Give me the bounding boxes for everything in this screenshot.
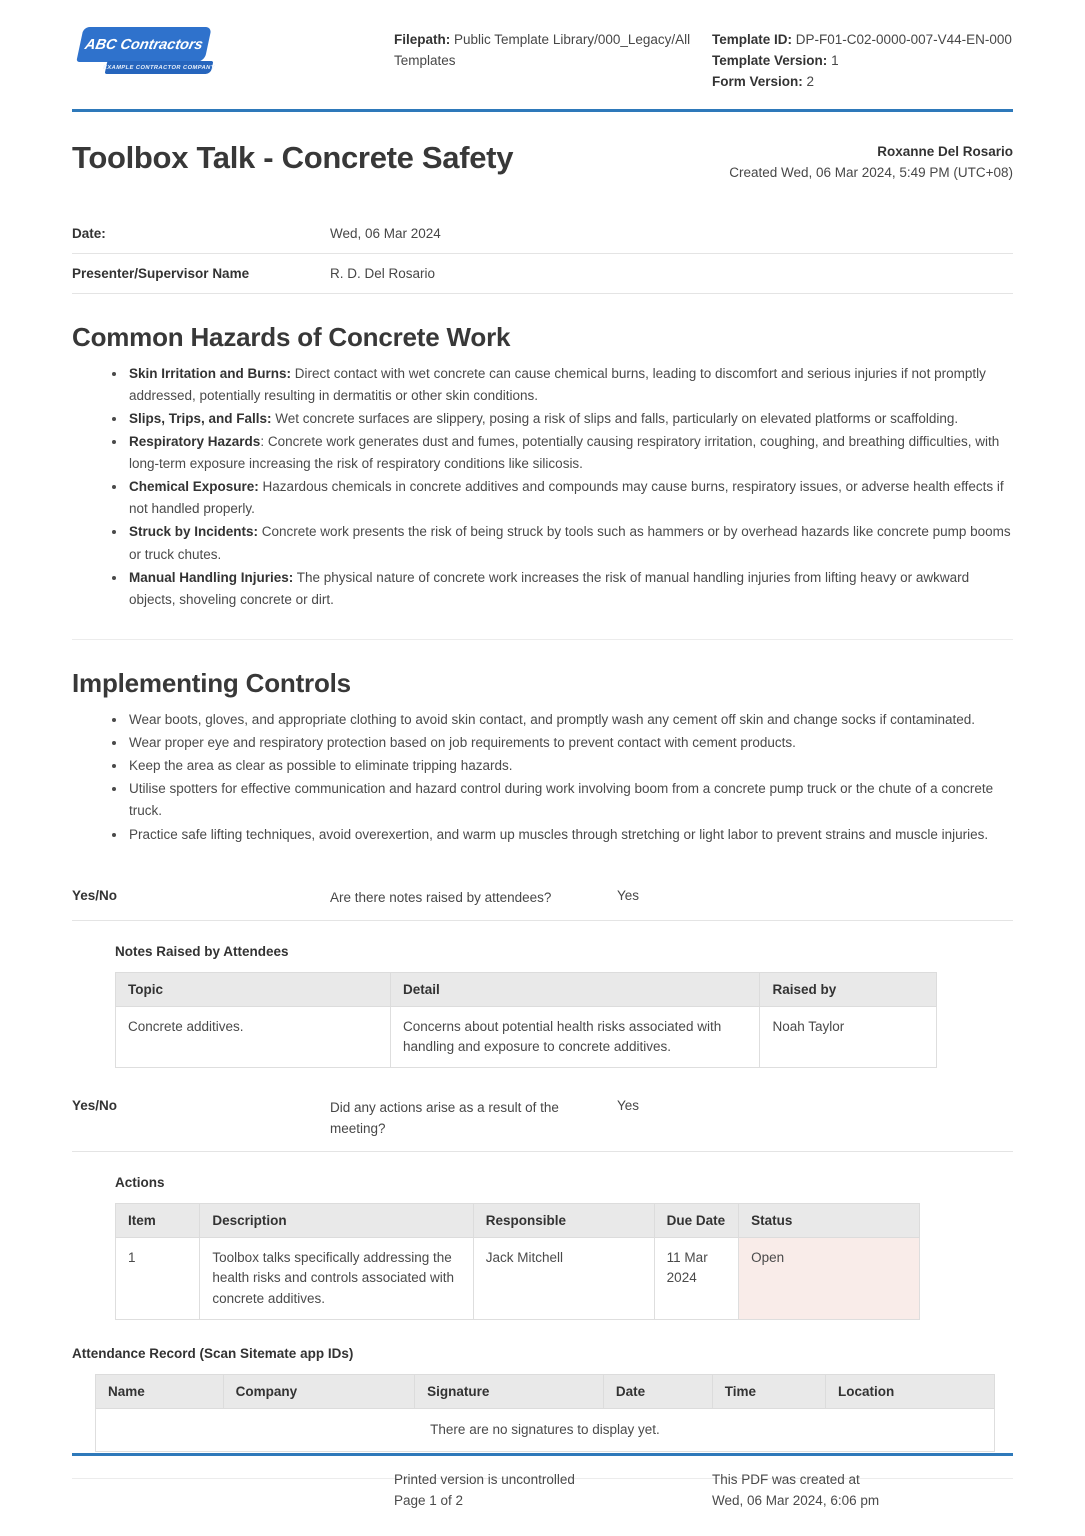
action-item-cell: 1 — [116, 1238, 200, 1320]
action-due-date-cell: 11 Mar 2024 — [654, 1238, 738, 1320]
hazard-text: The physical nature of concrete work increases the risk of manual handling injuries from lifting heavy or awkward objects, shoveling concrete or dirt. — [129, 569, 970, 607]
date-label: Date: — [72, 225, 106, 241]
action-description-cell: Toolbox talks specifically addressing the health risks and controls associated with concrete additives. — [200, 1238, 473, 1320]
hazard-lead: Skin Irritation and Burns: — [129, 365, 292, 381]
notes-header-row — [116, 972, 937, 1006]
attendance-empty-row — [96, 1408, 995, 1451]
template-version-row — [712, 51, 1013, 72]
hazard-item — [127, 567, 1013, 611]
hazard-lead: Respiratory Hazards — [129, 433, 261, 449]
hazard-text: Hazardous chemicals in concrete additives and compounds may cause burns, respiratory issues, or adverse health effects if not handled properly. — [129, 479, 1004, 517]
form-version-value: 2 — [806, 73, 815, 89]
hazard-lead: Chemical Exposure: — [129, 479, 259, 495]
presenter-label: Presenter/Supervisor Name — [72, 265, 250, 281]
page-number: Page 1 of 2 — [394, 1493, 464, 1509]
byline — [729, 140, 1013, 184]
control-item: • Keep the area as clear as possible to eliminate tripping hazards. — [127, 755, 1013, 777]
template-id-label: Template ID: — [712, 32, 793, 47]
form-version-row — [712, 72, 1013, 93]
control-item: • Wear proper eye and respiratory protection based on job requirements to prevent contact with cement products. — [127, 732, 1013, 754]
detail-row-date — [72, 214, 1013, 254]
logo-text: ABC Contractors — [83, 36, 205, 53]
hazard-item — [127, 363, 1013, 407]
attendance-col-signature: Signature — [415, 1374, 604, 1408]
logo-banner — [76, 27, 211, 62]
control-item: • Practice safe lifting techniques, avoid overexertion, and warm up muscles through stretching or light labor to prevent strains and muscle injuries. — [127, 824, 1013, 846]
hazard-item — [127, 431, 1013, 475]
notes-detail-cell: Concerns about potential health risks associated with handling and exposure to concrete additives. — [391, 1006, 760, 1068]
hazard-item — [127, 476, 1013, 520]
question-text: Did any actions arise as a result of the meeting? — [330, 1100, 559, 1137]
header-divider — [72, 109, 1013, 112]
notes-col-topic: Topic — [116, 972, 391, 1006]
uncontrolled-note: Printed version is uncontrolled — [394, 1471, 575, 1487]
actions-header-row — [116, 1204, 920, 1238]
presenter-value: R. D. Del Rosario — [330, 265, 436, 281]
hazard-text: : Concrete work generates dust and fumes, potentially causing respiratory irritation, coughing, and breathing difficulties, with long-term exposure increasing the risk of respiratory conditions like silicosis. — [129, 433, 1000, 472]
logo-wrap — [72, 26, 394, 80]
notes-table — [115, 972, 937, 1069]
created-timestamp: Created Wed, 06 Mar 2024, 5:49 PM (UTC+08) — [729, 164, 1013, 180]
attendance-col-location: Location — [825, 1374, 994, 1408]
template-id-value: DP-F01-C02-0000-007-V44-EN-000 — [795, 32, 1012, 47]
attendance-empty-message: There are no signatures to display yet. — [96, 1408, 995, 1451]
template-id-row — [712, 30, 1013, 51]
notes-col-raised-by: Raised by — [760, 972, 937, 1006]
actions-section — [115, 1175, 1013, 1320]
page-header — [72, 26, 1013, 93]
question-row-notes — [72, 876, 1013, 921]
section-divider — [72, 639, 1013, 640]
control-item: • Wear boots, gloves, and appropriate clothing to avoid skin contact, and promptly wash any cement off skin and change socks if contaminated. — [127, 709, 1013, 731]
answer-value: Yes — [617, 1098, 640, 1114]
controls-heading: Implementing Controls — [72, 667, 351, 698]
actions-col-responsible: Responsible — [473, 1204, 654, 1238]
template-version-label: Template Version: — [712, 52, 828, 68]
logo-subtext: EXAMPLE CONTRACTOR COMPANY — [102, 64, 216, 71]
details-section — [72, 214, 1013, 294]
actions-col-description: Description — [200, 1204, 473, 1238]
actions-col-due-date: Due Date — [654, 1204, 738, 1238]
author-name: Roxanne Del Rosario — [877, 143, 1013, 159]
notes-row — [116, 1006, 937, 1068]
hazard-lead: Manual Handling Injuries: — [129, 569, 294, 585]
footer-divider — [72, 1453, 1013, 1456]
logo-sub-banner — [102, 61, 216, 74]
hazard-text: Wet concrete surfaces are slippery, posing a risk of slips and falls, particularly on elevated platforms or scaffolding. — [271, 410, 959, 426]
attendance-title: Attendance Record (Scan Sitemate app IDs) — [72, 1345, 354, 1361]
template-version-value: 1 — [831, 52, 839, 68]
footer-left — [394, 1469, 712, 1512]
question-text: Are there notes raised by attendees? — [330, 889, 552, 905]
hazard-text: Direct contact with wet concrete can cause chemical burns, leading to discomfort and serious injuries if not promptly addressed, potentially resulting in dermatitis or other skin conditions. — [129, 365, 986, 403]
hazard-item — [127, 521, 1013, 565]
hazard-item — [127, 408, 1013, 430]
notes-topic-cell: Concrete additives. — [116, 1006, 391, 1068]
actions-row — [116, 1238, 920, 1320]
action-responsible-cell: Jack Mitchell — [473, 1238, 654, 1320]
attendance-table — [95, 1374, 995, 1452]
pdf-created-timestamp: Wed, 06 Mar 2024, 6:06 pm — [712, 1493, 880, 1509]
hazard-text: Concrete work presents the risk of being struck by tools such as hammers or by overhead hazards like concrete pump booms or truck chutes. — [129, 524, 1011, 562]
yesno-label: Yes/No — [72, 887, 118, 903]
notes-raised-by-cell: Noah Taylor — [760, 1006, 937, 1068]
answer-value: Yes — [617, 887, 640, 903]
page-footer — [72, 1453, 1013, 1512]
attendance-col-time: Time — [712, 1374, 825, 1408]
footer-columns — [72, 1469, 1013, 1512]
notes-table-title: Notes Raised by Attendees — [115, 943, 289, 959]
hazard-lead: Struck by Incidents: — [129, 524, 259, 540]
hazards-list — [72, 363, 1013, 611]
title-row — [72, 140, 1013, 184]
filepath-label: Filepath: — [394, 32, 451, 47]
filepath-value: Public Template Library/000_Legacy/All Templates — [394, 32, 691, 68]
filepath-block — [394, 26, 712, 72]
controls-list — [72, 709, 1013, 846]
notes-col-detail: Detail — [391, 972, 760, 1006]
action-status-cell: Open — [739, 1238, 920, 1320]
footer-right — [712, 1469, 1013, 1512]
attendance-col-company: Company — [223, 1374, 414, 1408]
footer-spacer — [72, 1469, 394, 1512]
notes-section — [115, 944, 1013, 1069]
actions-table — [115, 1203, 920, 1320]
hazard-lead: Slips, Trips, and Falls: — [129, 410, 272, 426]
actions-col-item: Item — [116, 1204, 200, 1238]
control-item: • Utilise spotters for effective communication and hazard control during work involving boom from a concrete pump truck or the chute of a concrete truck. — [127, 778, 1013, 822]
page-title: Toolbox Talk - Concrete Safety — [72, 139, 514, 175]
company-logo — [72, 26, 232, 80]
template-meta-block — [712, 26, 1013, 93]
question-row-actions — [72, 1086, 1013, 1152]
detail-row-presenter — [72, 254, 1013, 294]
attendance-col-name: Name — [96, 1374, 224, 1408]
attendance-col-date: Date — [603, 1374, 712, 1408]
attendance-header-row — [96, 1374, 995, 1408]
hazards-heading: Common Hazards of Concrete Work — [72, 321, 511, 352]
date-value: Wed, 06 Mar 2024 — [330, 225, 441, 241]
form-version-label: Form Version: — [712, 73, 803, 89]
pdf-created-label: This PDF was created at — [712, 1471, 860, 1487]
actions-table-title: Actions — [115, 1175, 165, 1190]
yesno-label: Yes/No — [72, 1098, 118, 1114]
actions-col-status: Status — [739, 1204, 920, 1238]
